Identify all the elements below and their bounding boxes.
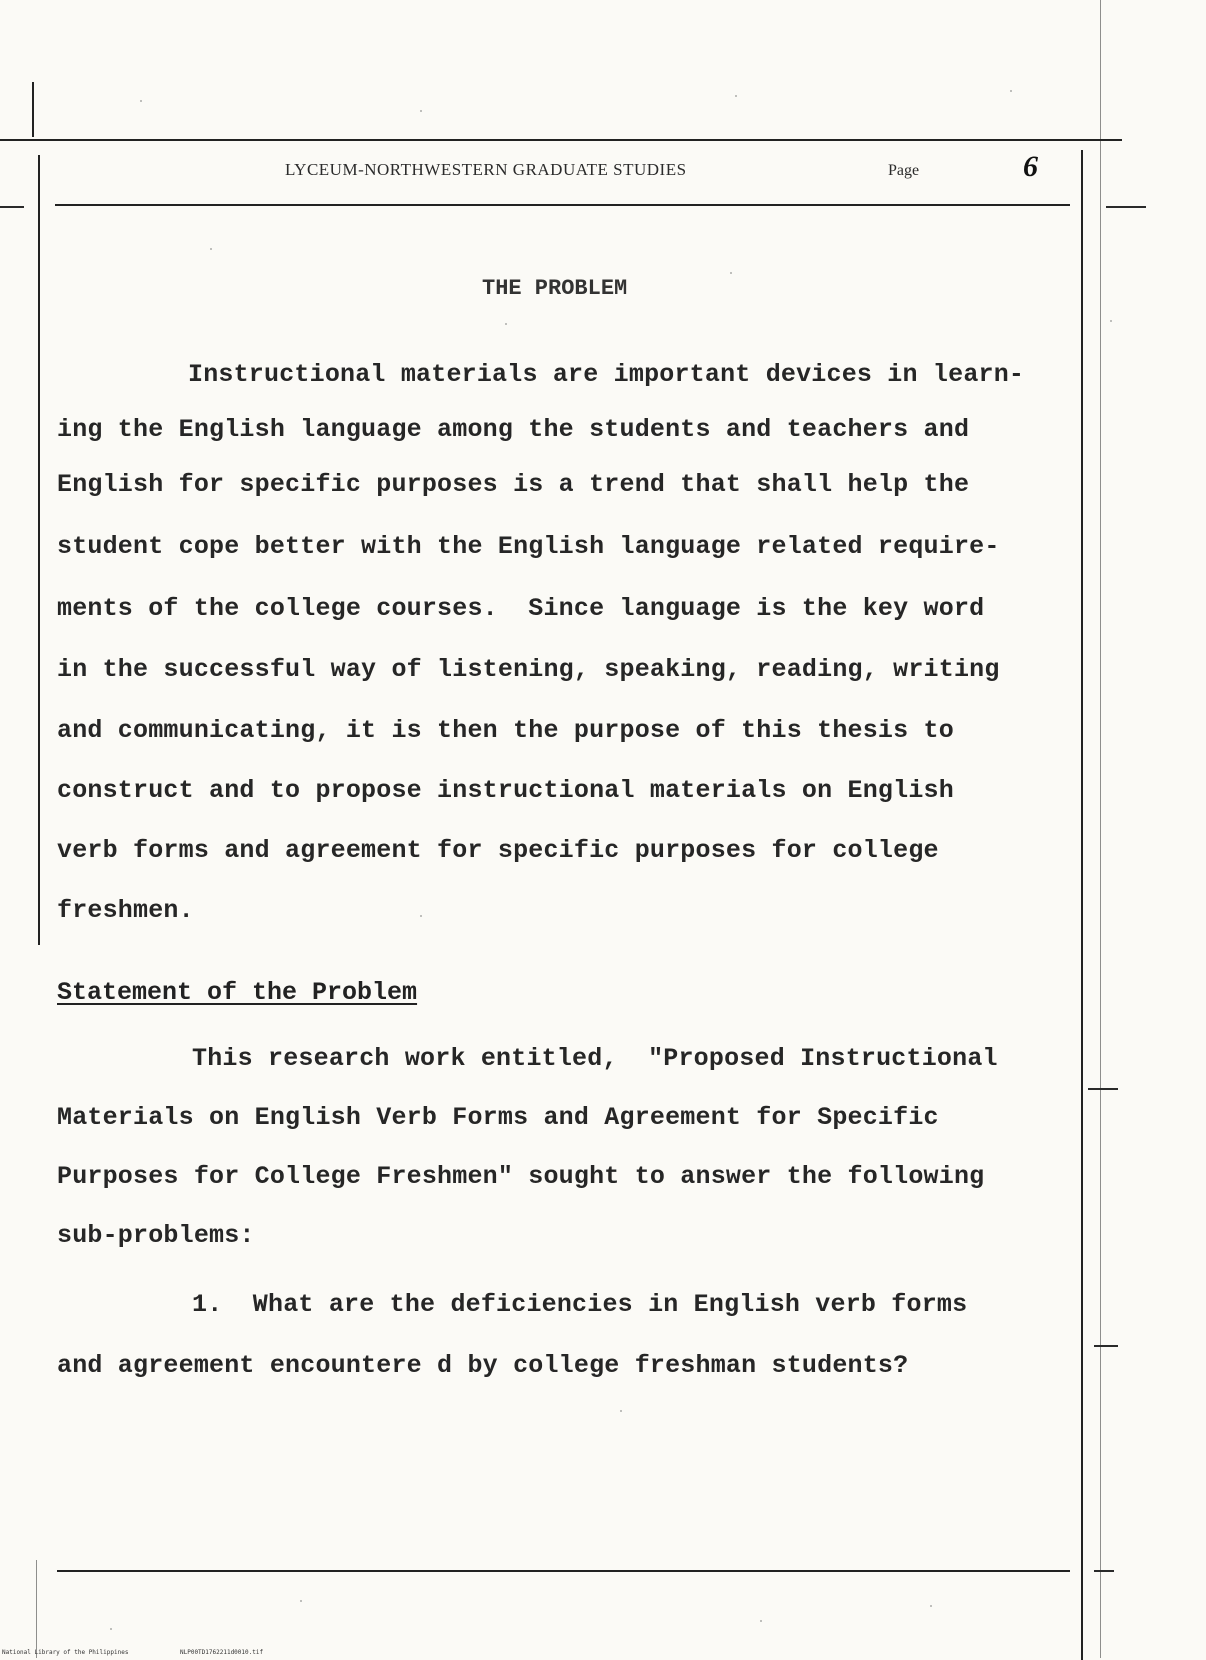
lower-left-mark bbox=[36, 1560, 37, 1658]
scan-speck bbox=[110, 1628, 112, 1630]
intro-line: ing the English language among the students and teachers and bbox=[57, 415, 970, 444]
scan-speck bbox=[420, 915, 422, 917]
scan-speck bbox=[760, 1620, 762, 1622]
scan-speck bbox=[735, 95, 737, 97]
scan-speck bbox=[505, 323, 507, 325]
header-rule bbox=[55, 204, 1070, 206]
intro-line: Instructional materials are important devices in learn- bbox=[188, 360, 1025, 389]
intro-line: verb forms and agreement for specific purposes for college bbox=[57, 836, 939, 865]
scan-speck bbox=[1010, 90, 1012, 92]
scan-speck bbox=[930, 1605, 932, 1607]
footer-file-note: NLP00TD1762211d0010.tif bbox=[180, 1649, 264, 1656]
top-border-line bbox=[0, 139, 1122, 141]
right-border-line bbox=[1081, 150, 1083, 1660]
edge-dash bbox=[1088, 1088, 1118, 1090]
page-number: 6 bbox=[1023, 150, 1038, 183]
scan-speck bbox=[140, 100, 142, 102]
chapter-title: THE PROBLEM bbox=[482, 276, 628, 301]
footer-library-note: National Library of the Philippines bbox=[2, 1649, 129, 1656]
statement-line: Purposes for College Freshmen" sought to answer the following bbox=[57, 1162, 985, 1191]
left-edge-mark bbox=[32, 82, 34, 137]
scan-speck bbox=[420, 110, 422, 112]
edge-dash bbox=[1106, 206, 1146, 208]
scan-speck bbox=[210, 248, 212, 250]
statement-line: Materials on English Verb Forms and Agreement for Specific bbox=[57, 1103, 939, 1132]
sub-problem-line: and agreement encountere d by college freshman students? bbox=[57, 1351, 909, 1380]
intro-line: construct and to propose instructional materials on English bbox=[57, 776, 954, 805]
institution-header: LYCEUM-NORTHWESTERN GRADUATE STUDIES bbox=[285, 160, 687, 179]
intro-line: English for specific purposes is a trend that shall help the bbox=[57, 470, 970, 499]
statement-line: This research work entitled, "Proposed Instructional bbox=[192, 1044, 998, 1073]
sub-problem-line: 1. What are the deficiencies in English verb forms bbox=[192, 1290, 968, 1319]
edge-dash bbox=[1094, 1570, 1114, 1572]
intro-line: freshmen. bbox=[57, 896, 194, 925]
scan-speck bbox=[1110, 320, 1112, 322]
left-border-line bbox=[38, 155, 40, 945]
intro-line: ments of the college courses. Since language is the key word bbox=[57, 594, 985, 623]
statement-line: sub-problems: bbox=[57, 1221, 255, 1250]
intro-line: student cope better with the English language related require- bbox=[57, 532, 1000, 561]
intro-line: and communicating, it is then the purpose of this thesis to bbox=[57, 716, 954, 745]
scan-speck bbox=[300, 1600, 302, 1602]
scan-speck bbox=[620, 1410, 622, 1412]
edge-dash bbox=[0, 206, 24, 208]
edge-dash bbox=[1094, 1345, 1118, 1347]
right-edge-line bbox=[1100, 0, 1101, 1658]
section-heading: Statement of the Problem bbox=[57, 978, 418, 1007]
intro-line: in the successful way of listening, speaking, reading, writing bbox=[57, 655, 1000, 684]
footer-rule bbox=[57, 1570, 1070, 1572]
scan-speck bbox=[730, 272, 732, 274]
page-label: Page bbox=[888, 162, 920, 179]
